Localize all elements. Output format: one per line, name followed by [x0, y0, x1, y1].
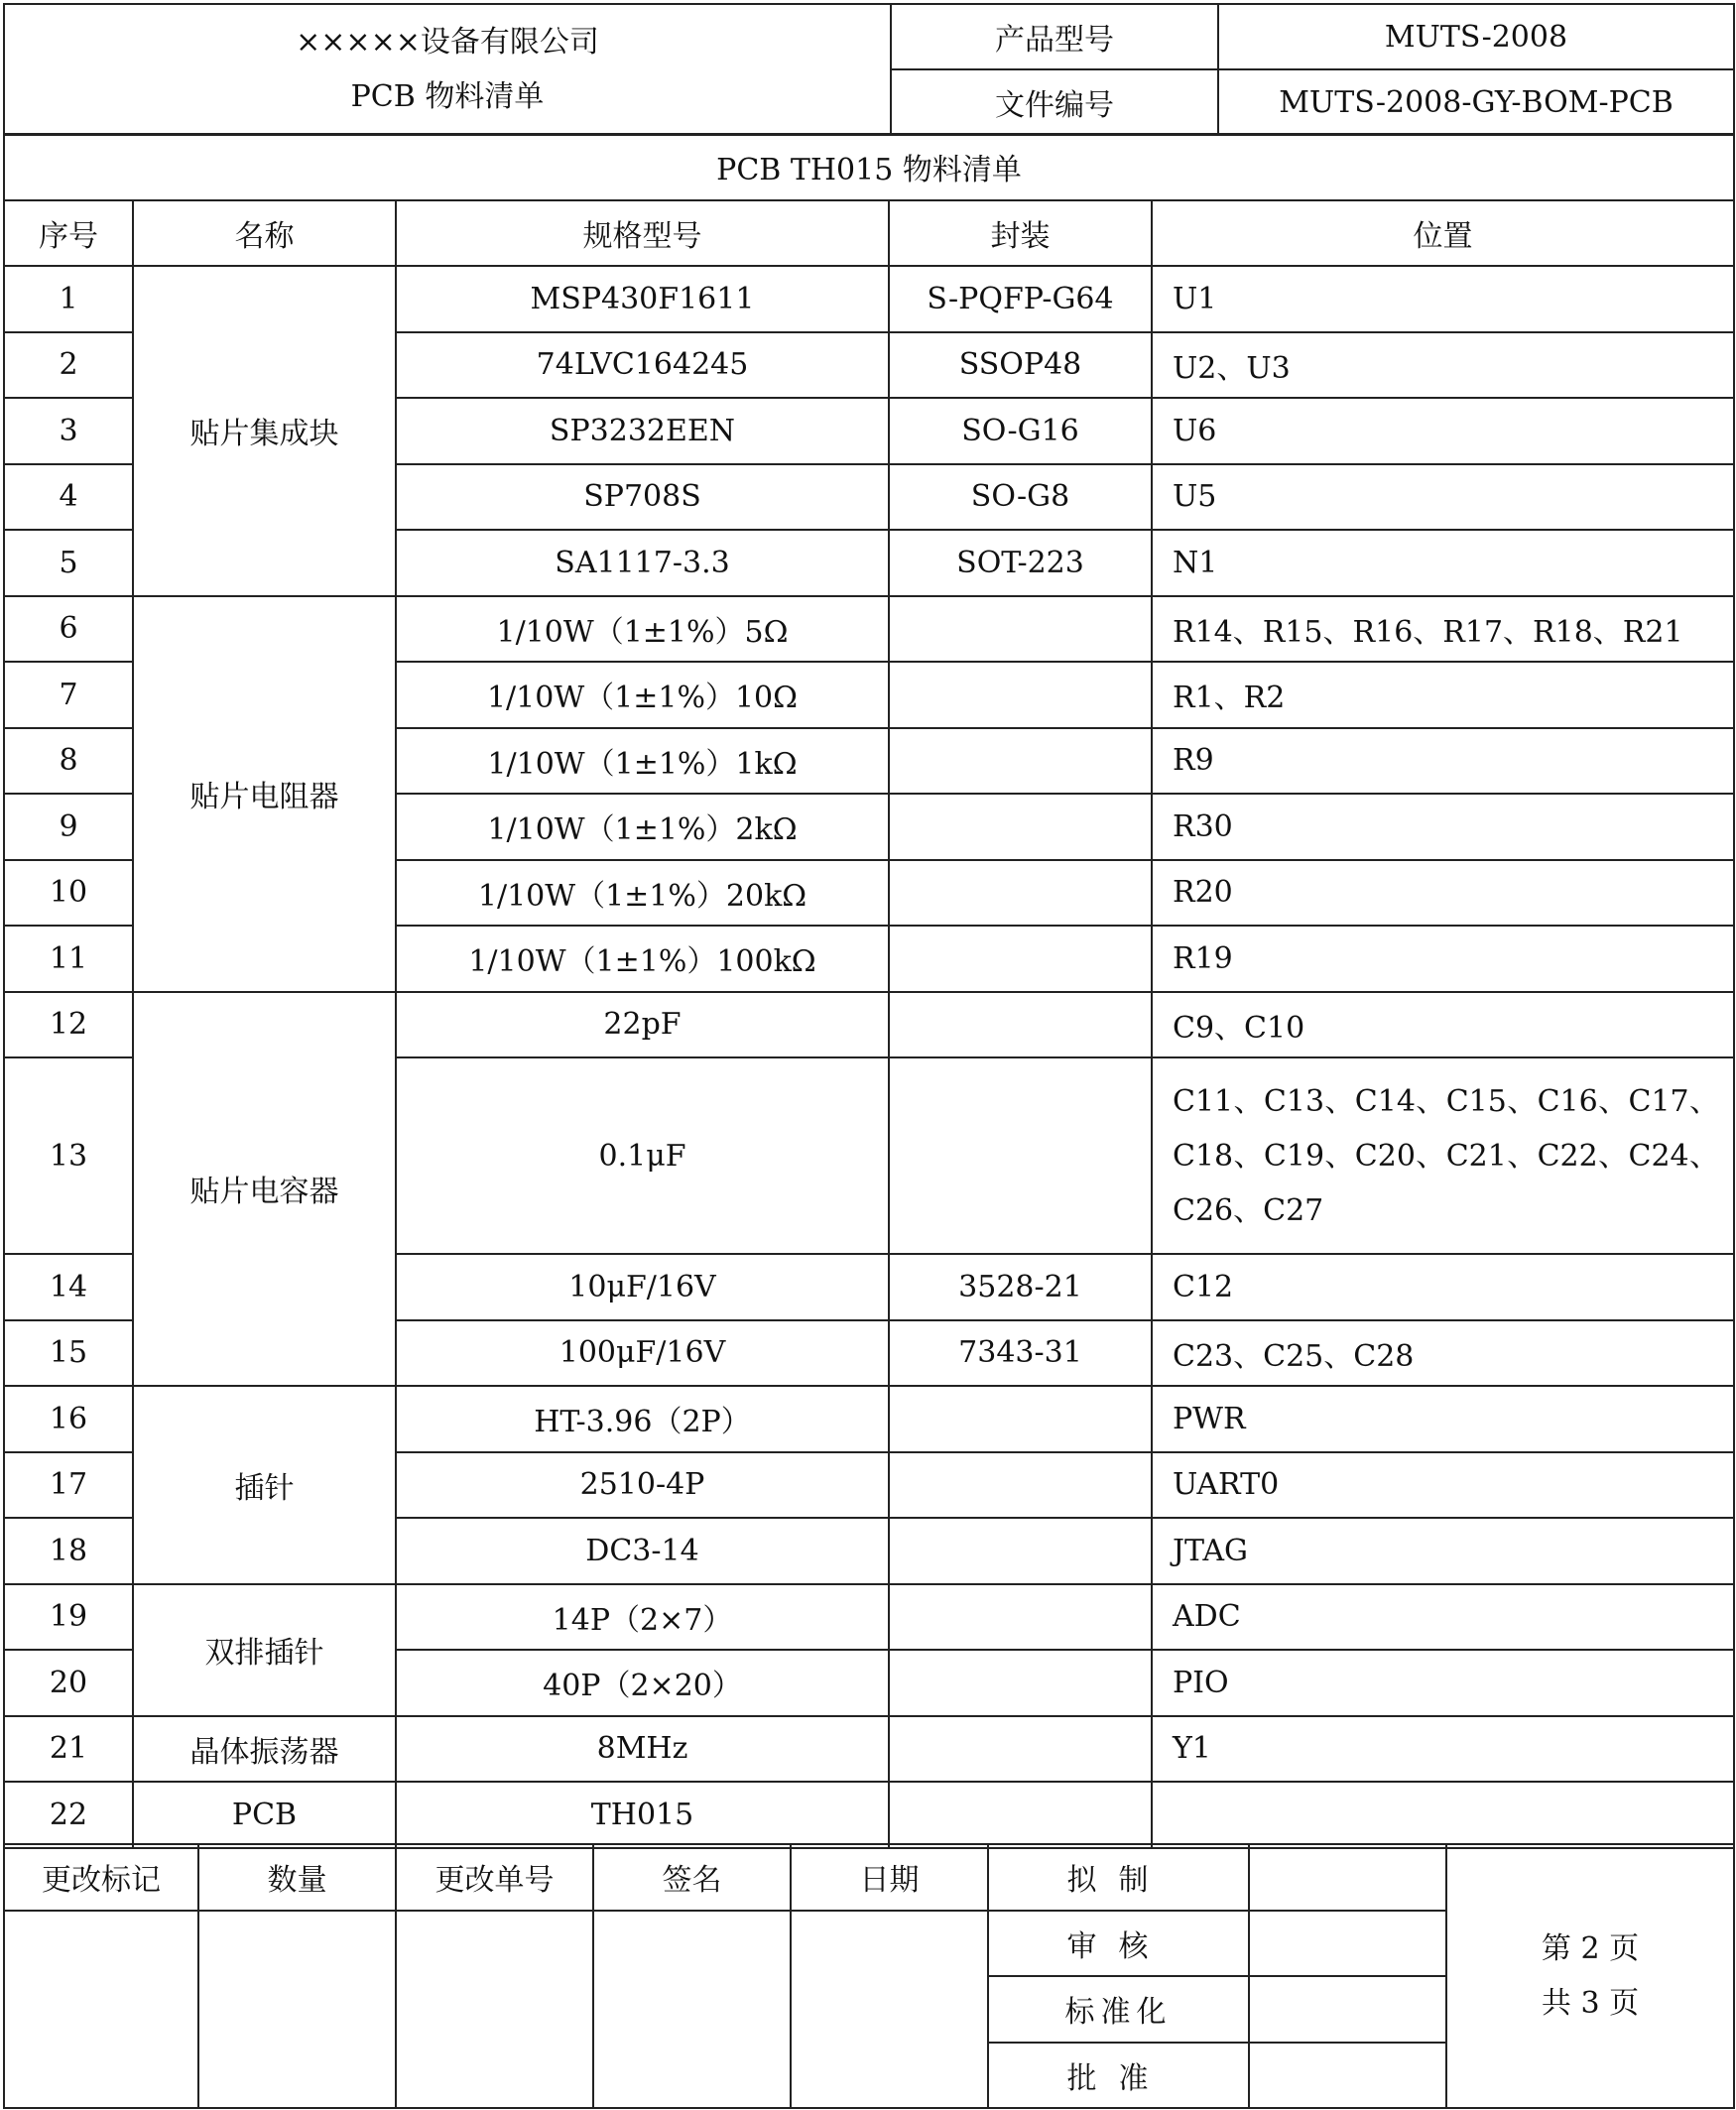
signature-label: 签名: [593, 1844, 791, 1911]
row-position: R1、R2: [1152, 662, 1734, 728]
row-spec: 1/10W（1±1%）2kΩ: [396, 794, 889, 860]
group-name-dual-pin: 双排插针: [133, 1584, 396, 1716]
page-info: [1446, 1844, 1734, 2108]
row-position: C23、C25、C28: [1152, 1320, 1734, 1387]
row-number: 2: [4, 332, 133, 399]
standardized-label: 标准化: [988, 1976, 1249, 2043]
row-spec: 1/10W（1±1%）5Ω: [396, 596, 889, 663]
row-spec: 74LVC164245: [396, 332, 889, 399]
row-number: 3: [4, 398, 133, 464]
row-package: [889, 794, 1152, 860]
column-header-position: 位置: [1152, 200, 1734, 267]
approved-label: 批准: [988, 2043, 1249, 2109]
date-label: 日期: [791, 1844, 988, 1911]
title-block: [4, 4, 891, 135]
row-number: 7: [4, 662, 133, 728]
row-package: SO-G16: [889, 398, 1152, 464]
row-package: [889, 1716, 1152, 1783]
row-position: UART0: [1152, 1452, 1734, 1519]
row-position: N1: [1152, 530, 1734, 596]
bom-table: [3, 133, 1735, 1849]
row-number: 22: [4, 1782, 133, 1848]
row-spec: DC3-14: [396, 1518, 889, 1584]
group-name-crystal: 晶体振荡器: [133, 1716, 396, 1783]
row-package: SO-G8: [889, 464, 1152, 531]
row-position: U6: [1152, 398, 1734, 464]
row-package: [889, 1386, 1152, 1452]
row-package: [889, 1584, 1152, 1651]
row-spec: SP3232EEN: [396, 398, 889, 464]
row-number: 16: [4, 1386, 133, 1452]
row-position: R30: [1152, 794, 1734, 860]
row-package: [889, 1057, 1152, 1254]
standardized-value: [1249, 1976, 1446, 2043]
table-row: [4, 596, 1734, 663]
row-number: 8: [4, 728, 133, 795]
row-number: 14: [4, 1254, 133, 1320]
row-package: S-PQFP-G64: [889, 266, 1152, 332]
row-spec: 22pF: [396, 992, 889, 1058]
group-name-capacitor: 贴片电容器: [133, 992, 396, 1387]
file-number-value: MUTS-2008-GY-BOM-PCB: [1218, 69, 1734, 135]
row-spec: 1/10W（1±1%）10Ω: [396, 662, 889, 728]
column-header-no: 序号: [4, 200, 133, 267]
row-package: [889, 1782, 1152, 1848]
row-number: 18: [4, 1518, 133, 1584]
row-spec: 1/10W（1±1%）100kΩ: [396, 926, 889, 992]
row-spec: MSP430F1611: [396, 266, 889, 332]
page-total: 共 3 页: [1541, 1986, 1640, 2021]
row-package: SOT-223: [889, 530, 1152, 596]
row-package: [889, 860, 1152, 927]
table-title: PCB TH015 物料清单: [4, 134, 1734, 200]
table-row: [4, 1584, 1734, 1651]
row-position: U5: [1152, 464, 1734, 531]
row-number: 9: [4, 794, 133, 860]
group-name-ic: 贴片集成块: [133, 266, 396, 596]
row-package: 7343-31: [889, 1320, 1152, 1387]
document-title: PCB 物料清单: [350, 79, 545, 114]
row-position: U1: [1152, 266, 1734, 332]
row-spec: 0.1μF: [396, 1057, 889, 1254]
row-number: 12: [4, 992, 133, 1058]
row-number: 6: [4, 596, 133, 663]
revision-table: [3, 1843, 1735, 2109]
row-position: ADC: [1152, 1584, 1734, 1651]
row-spec: TH015: [396, 1782, 889, 1848]
row-number: 11: [4, 926, 133, 992]
table-row: [4, 1386, 1734, 1452]
drafted-label: 拟制: [988, 1844, 1249, 1911]
quantity-label: 数量: [198, 1844, 396, 1911]
reviewed-value: [1249, 1911, 1446, 1977]
row-number: 17: [4, 1452, 133, 1519]
row-spec: 10μF/16V: [396, 1254, 889, 1320]
quantity-cell: [198, 1911, 396, 2109]
group-name-pin: 插针: [133, 1386, 396, 1584]
row-position: PIO: [1152, 1650, 1734, 1716]
row-package: [889, 662, 1152, 728]
reviewed-label: 审核: [988, 1911, 1249, 1977]
row-position: [1152, 1782, 1734, 1848]
table-row: [4, 992, 1734, 1058]
row-number: 15: [4, 1320, 133, 1387]
row-package: SSOP48: [889, 332, 1152, 399]
table-row: [4, 266, 1734, 332]
column-header-name: 名称: [133, 200, 396, 267]
row-position: Y1: [1152, 1716, 1734, 1783]
row-number: 5: [4, 530, 133, 596]
row-package: [889, 992, 1152, 1058]
group-name-resistor: 贴片电阻器: [133, 596, 396, 992]
company-name: ×××××设备有限公司: [296, 25, 599, 60]
row-spec: 2510-4P: [396, 1452, 889, 1519]
row-spec: 1/10W（1±1%）1kΩ: [396, 728, 889, 795]
row-number: 13: [4, 1057, 133, 1254]
row-position: R14、R15、R16、R17、R18、R21: [1152, 596, 1734, 663]
row-number: 1: [4, 266, 133, 332]
row-package: [889, 728, 1152, 795]
row-package: [889, 1518, 1152, 1584]
row-number: 19: [4, 1584, 133, 1651]
product-model-value: MUTS-2008: [1218, 4, 1734, 69]
row-spec: SP708S: [396, 464, 889, 531]
row-position: R9: [1152, 728, 1734, 795]
approved-value: [1249, 2043, 1446, 2109]
row-position: C9、C10: [1152, 992, 1734, 1058]
group-name-pcb: PCB: [133, 1782, 396, 1848]
column-header-spec: 规格型号: [396, 200, 889, 267]
row-number: 21: [4, 1716, 133, 1783]
header-table: [3, 3, 1735, 136]
row-number: 20: [4, 1650, 133, 1716]
row-number: 10: [4, 860, 133, 927]
change-number-label: 更改单号: [396, 1844, 593, 1911]
column-header-row: [4, 200, 1734, 267]
date-cell: [791, 1911, 988, 2109]
signature-cell: [593, 1911, 791, 2109]
row-package: [889, 926, 1152, 992]
page-current: 第 2 页: [1541, 1931, 1640, 1966]
row-spec: SA1117-3.3: [396, 530, 889, 596]
row-spec: 40P（2×20）: [396, 1650, 889, 1716]
row-package: 3528-21: [889, 1254, 1152, 1320]
row-position: C11、C13、C14、C15、C16、C17、C18、C19、C20、C21、C22、C24、C26、C27: [1152, 1057, 1734, 1254]
product-model-label: 产品型号: [891, 4, 1218, 69]
row-spec: HT-3.96（2P）: [396, 1386, 889, 1452]
row-package: [889, 1650, 1152, 1716]
row-position: U2、U3: [1152, 332, 1734, 399]
row-spec: 8MHz: [396, 1716, 889, 1783]
row-position: PWR: [1152, 1386, 1734, 1452]
drafted-value: [1249, 1844, 1446, 1911]
change-mark-label: 更改标记: [4, 1844, 198, 1911]
row-position: C12: [1152, 1254, 1734, 1320]
change-number-cell: [396, 1911, 593, 2109]
column-header-package: 封装: [889, 200, 1152, 267]
file-number-label: 文件编号: [891, 69, 1218, 135]
row-position: R19: [1152, 926, 1734, 992]
row-number: 4: [4, 464, 133, 531]
row-spec: 14P（2×7）: [396, 1584, 889, 1651]
row-package: [889, 596, 1152, 663]
row-package: [889, 1452, 1152, 1519]
table-row: [4, 1782, 1734, 1848]
row-spec: 100μF/16V: [396, 1320, 889, 1387]
table-row: [4, 1716, 1734, 1783]
change-mark-cell: [4, 1911, 198, 2109]
row-position: R20: [1152, 860, 1734, 927]
row-spec: 1/10W（1±1%）20kΩ: [396, 860, 889, 927]
row-position: JTAG: [1152, 1518, 1734, 1584]
